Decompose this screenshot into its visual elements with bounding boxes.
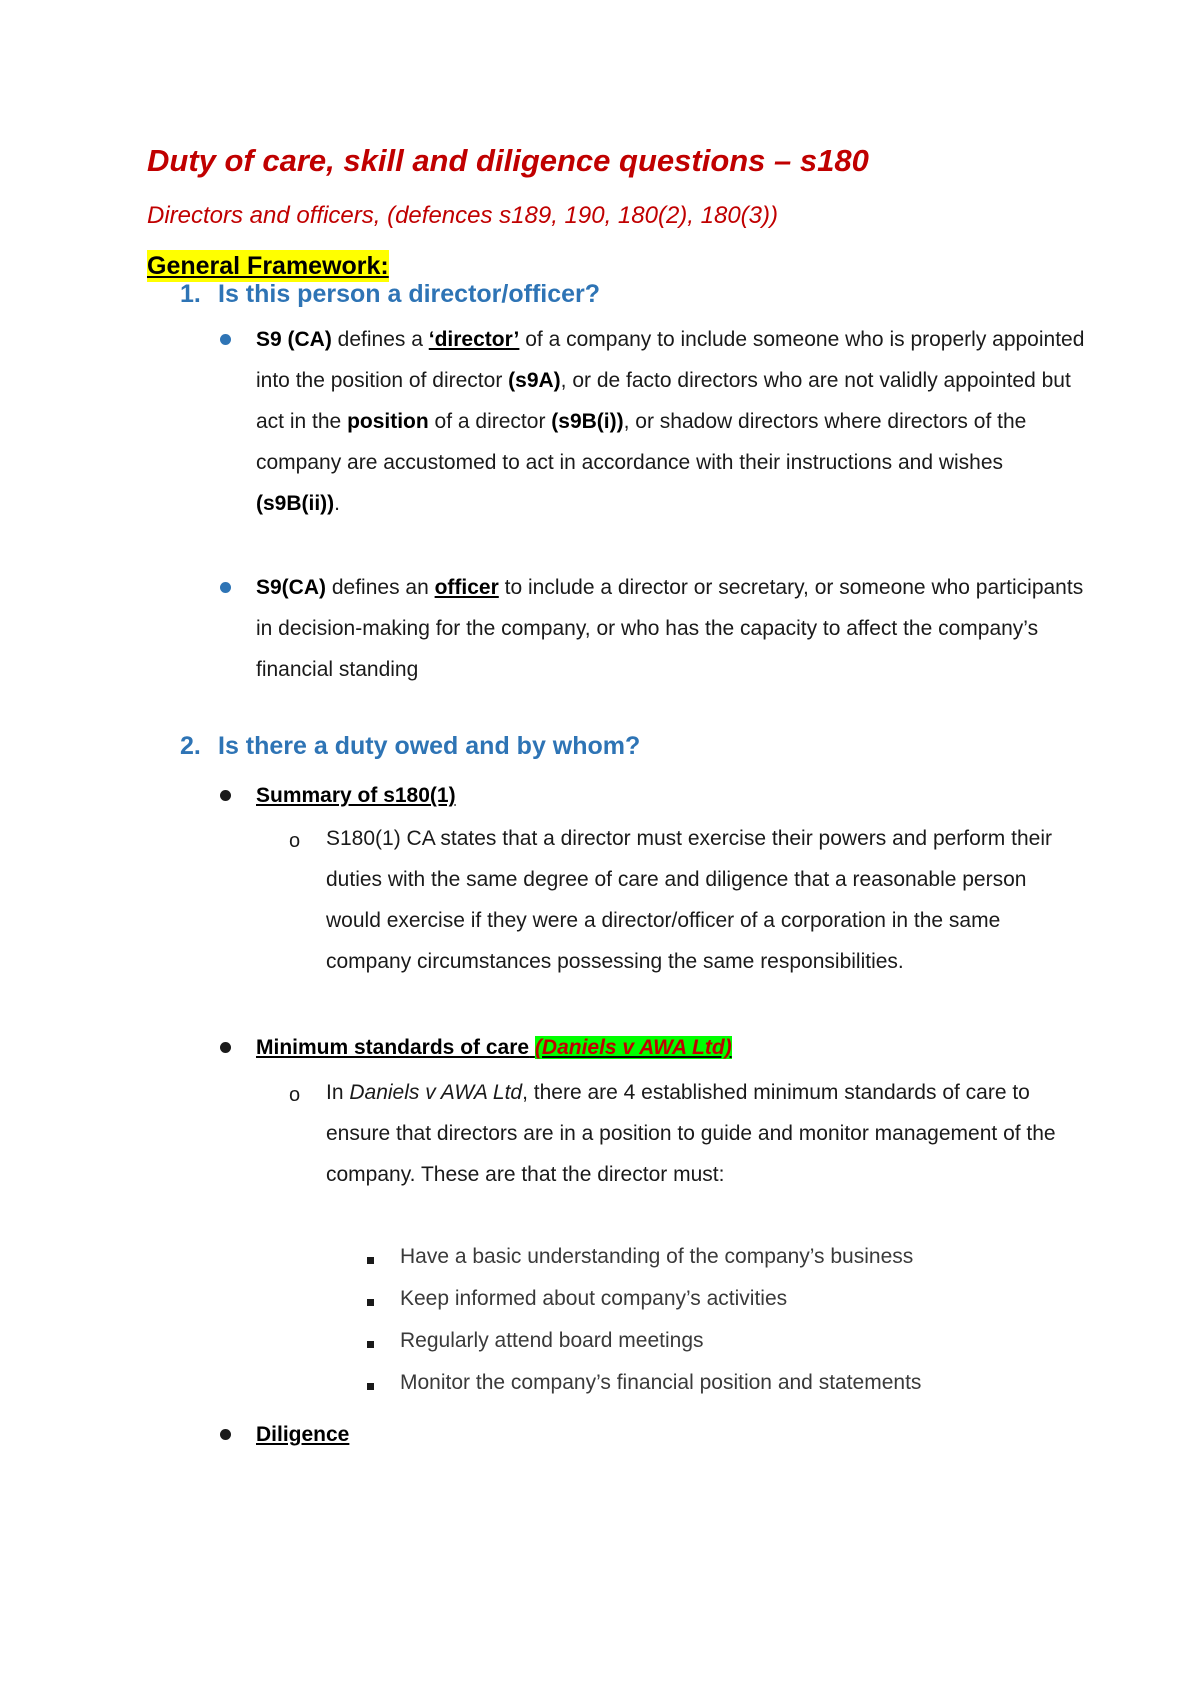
question-1-heading <box>180 280 600 309</box>
standard-item: Regularly attend board meetings <box>400 1329 704 1352</box>
circle-bullet-icon: o <box>289 1084 301 1106</box>
question-2-heading <box>180 732 640 761</box>
square-bullet-icon <box>367 1341 374 1348</box>
square-bullet-icon <box>367 1299 374 1306</box>
question-1-number: 1. <box>180 280 201 308</box>
standard-item: Have a basic understanding of the company’s business <box>400 1245 914 1268</box>
bullet-dot-icon <box>220 582 231 593</box>
bullet-dot-icon <box>220 1042 231 1053</box>
document-subtitle: Directors and officers, (defences s189, 190, 180(2), 180(3)) <box>147 202 778 229</box>
question-2-number: 2. <box>180 732 201 760</box>
minimum-standards-heading: Minimum standards of care (Daniels v AWA Ltd) <box>256 1036 732 1059</box>
standard-item: Monitor the company’s financial position and statements <box>400 1371 922 1394</box>
section-label-general-framework: General Framework: <box>147 252 389 280</box>
diligence-heading: Diligence <box>256 1423 350 1446</box>
summary-heading: Summary of s180(1) <box>256 784 456 807</box>
circle-bullet-icon: o <box>289 830 301 852</box>
bullet-dot-icon <box>220 1429 231 1440</box>
standard-item: Keep informed about company’s activities <box>400 1287 788 1310</box>
q1-bullet-officer-text: S9(CA) defines an officer to include a director or secretary, or someone who participants in decision-making for the company, or who has the capacity to affect the company’s financial standing <box>256 576 1084 681</box>
document-title: Duty of care, skill and diligence questions – s180 <box>147 143 869 178</box>
square-bullet-icon <box>367 1257 374 1264</box>
minimum-standards-text: In Daniels v AWA Ltd, there are 4 established minimum standards of care to ensure that directors are in a position to guide and monitor management of the company. These are that the director must: <box>326 1081 1056 1186</box>
summary-text: S180(1) CA states that a director must exercise their powers and perform their duties with the same degree of care and diligence that a reasonable person would exercise if they were a director/officer of a corporation in the same company circumstances possessing the same responsibilities. <box>326 827 1052 973</box>
q1-bullet-director-text: S9 (CA) defines a ‘director’ of a company to include someone who is properly appointed into the position of director (s9A), or de facto directors who are not validly appointed but act in the position of a director (s9B(i)), or shadow directors where directors of the company are accustomed to act in accordance with their instructions and wishes (s9B(ii)). <box>256 328 1085 515</box>
bullet-dot-icon <box>220 790 231 801</box>
square-bullet-icon <box>367 1383 374 1390</box>
question-1-text: Is this person a director/officer? <box>218 280 601 308</box>
case-highlight: (Daniels v AWA Ltd) <box>534 1036 732 1059</box>
question-2-text: Is there a duty owed and by whom? <box>218 732 641 760</box>
bullet-dot-icon <box>220 334 231 345</box>
